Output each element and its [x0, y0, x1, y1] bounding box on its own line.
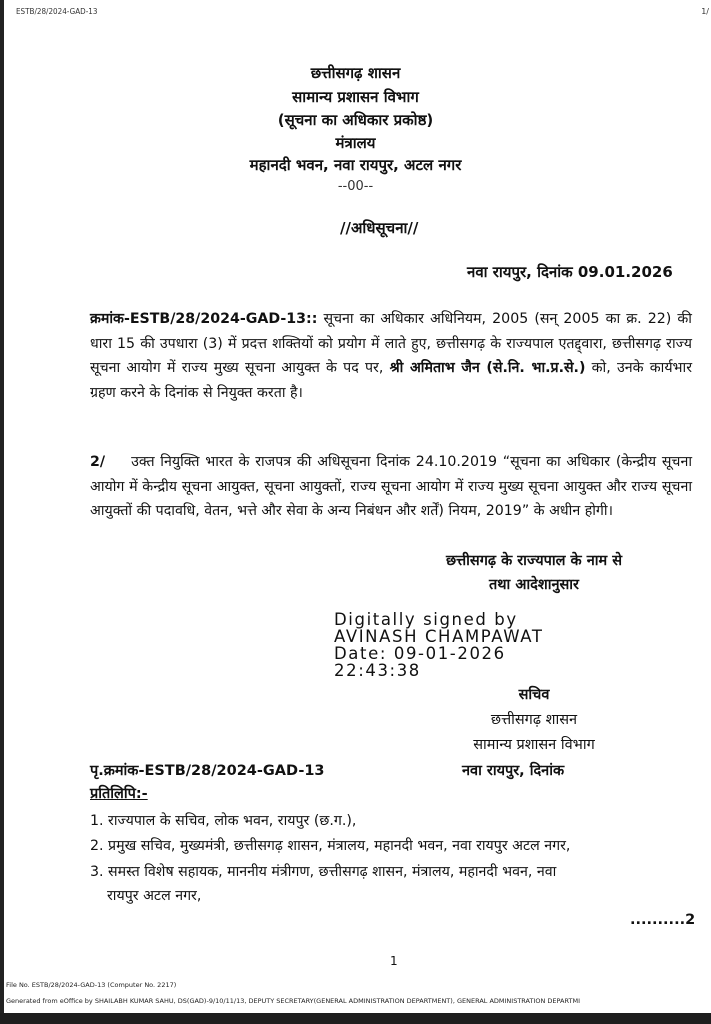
notification-title: //अधिसूचना//: [340, 219, 419, 237]
copy-item-3: 3. समस्त विशेष सहायक, माननीय मंत्रीगण, छत्तीसगढ़ शासन, मंत्रालय, महानदी भवन, नवा: [90, 864, 557, 880]
order-line-1: छत्तीसगढ़ के राज्यपाल के नाम से: [445, 553, 623, 569]
signature-time: 22:43:38: [334, 661, 421, 680]
paragraph-1-text-b: को, उनके कार्यभार ग्रहण करने के दिनांक से नियुक्त करता है।: [90, 360, 692, 401]
signatory-department: सामान्य प्रशासन विभाग: [473, 737, 595, 753]
viewer-bottom-edge: [0, 1013, 711, 1024]
copy-item-1: 1. राज्यपाल के सचिव, लोक भवन, रायपुर (छ.ग.),: [90, 813, 357, 829]
signature-line-1: Digitally signed by: [334, 610, 518, 629]
letterhead-separator: --00--: [337, 179, 374, 194]
footer-generated-by: Generated from eOffice by SHAILABH KUMAR SAHU, DS(GAD)-9/10/11/13, DEPUTY SECRETARY(GENERAL ADMINISTRATION DEPARTMENT), GENERAL ADMINISTRATION DEPARTMI: [6, 997, 581, 1005]
letterhead-address: महानदी भवन, नवा रायपुर, अटल नगर: [249, 156, 462, 174]
copy-to-heading: प्रतिलिपि:-: [90, 786, 148, 802]
paragraph-1-text-a: सूचना का अधिकार अधिनियम, 2005 (सन् 2005 का क्र. 22) की धारा 15 की उपधारा (3) में प्रदत्त शक्तियों को प्रयोग में लाते हुए, छत्तीसगढ़ के राज्यपाल एतद्द्वारा, छत्तीसगढ़ राज्य सूचना आयोग में राज्य मुख्य सूचना आयुक्त के पद पर,: [90, 311, 692, 376]
order-reference: क्रमांक-ESTB/28/2024-GAD-13::: [90, 311, 318, 327]
page-number: 1: [390, 954, 398, 968]
letterhead-govt: छत्तीसगढ़ शासन: [310, 64, 401, 82]
footer-file-no: File No. ESTB/28/2024-GAD-13 (Computer No. 2217): [6, 981, 177, 989]
paragraph-2-text: उक्त नियुक्ति भारत के राजपत्र की अधिसूचना दिनांक 24.10.2019 “सूचना का अधिकार (केन्द्रीय सूचना आयोग में केन्द्रीय सूचना आयुक्त, सूचना आयुक्तों, राज्य सूचना आयोग में राज्य मुख्य सूचना आयुक्त और राज्य सूचना आयुक्तों की पदावधि, वेतन, भत्ते और सेवा के अन्य निबंधन और शर्तें) नियम, 2019” के अधीन होगी।: [90, 454, 692, 519]
appointee-name: श्री अमिताभ जैन (से.नि. भा.प्र.से.): [389, 360, 586, 376]
letterhead-ministry: मंत्रालय: [335, 134, 376, 152]
header-file-ref: ESTB/28/2024-GAD-13: [16, 7, 98, 16]
endorsement-reference: पृ.क्रमांक-ESTB/28/2024-GAD-13: [90, 763, 325, 779]
copy-item-2: 2. प्रमुख सचिव, मुख्यमंत्री, छत्तीसगढ़ शासन, मंत्रालय, महानदी भवन, नवा रायपुर अटल नगर,: [90, 838, 571, 854]
endorsement-place-date: नवा रायपुर, दिनांक: [462, 763, 565, 779]
paragraph-2-number: 2/: [90, 454, 106, 470]
document-page: [4, 0, 711, 1013]
signature-date: Date: 09-01-2026: [334, 644, 506, 663]
digital-signature-stamp: [334, 611, 544, 679]
copy-item-3-continued: रायपुर अटल नगर,: [107, 888, 202, 904]
paragraph-1: [90, 307, 692, 405]
signatory-designation: सचिव: [518, 687, 550, 703]
letterhead-cell: (सूचना का अधिकार प्रकोष्ठ): [277, 111, 434, 129]
letterhead-department: सामान्य प्रशासन विभाग: [292, 88, 419, 106]
header-page-marker: 1/: [701, 7, 709, 16]
continued-marker: ..........2: [630, 912, 696, 928]
paragraph-2: [90, 450, 692, 524]
signature-line-2: AVINASH CHAMPAWAT: [334, 627, 544, 646]
order-line-2: तथा आदेशानुसार: [488, 577, 579, 593]
signatory-govt: छत्तीसगढ़ शासन: [490, 712, 578, 728]
notification-place-date: नवा रायपुर, दिनांक 09.01.2026: [467, 263, 673, 281]
